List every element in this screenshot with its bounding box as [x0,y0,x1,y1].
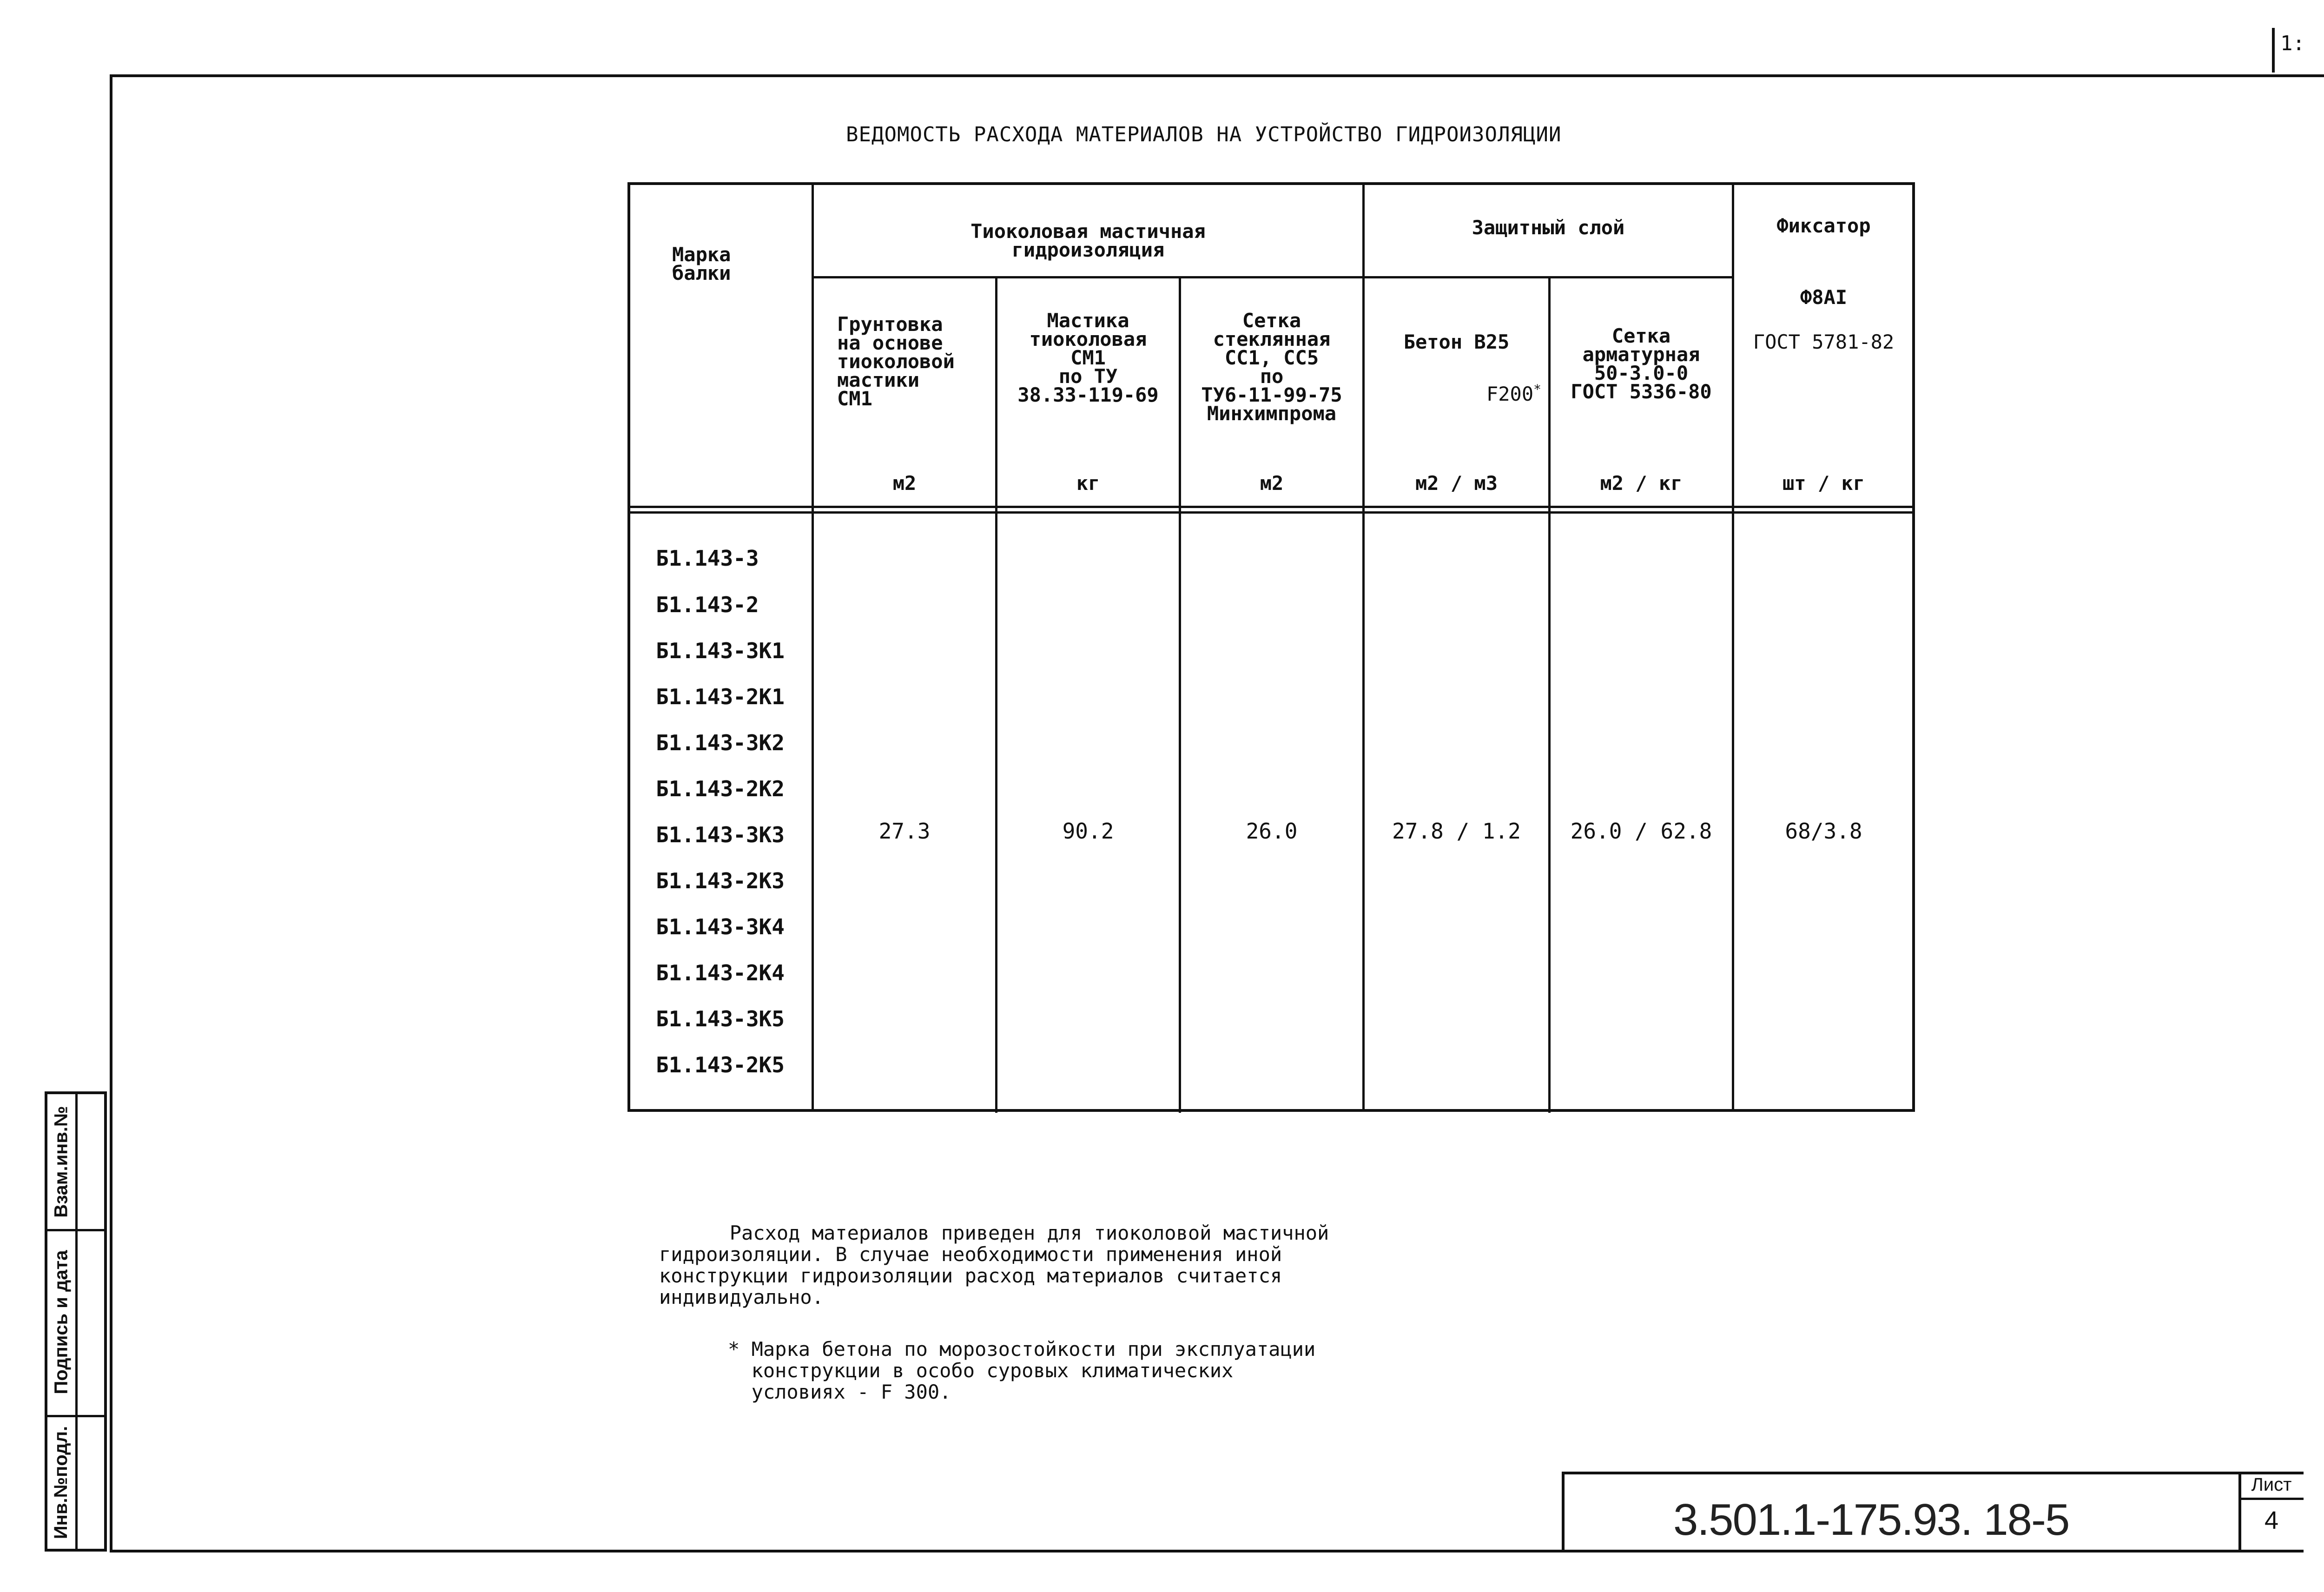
header-glass-mesh: Сетка стеклянная СС1, СС5 по ТУ6-11-99-75 Минхимпрома [1201,309,1342,425]
table-header-line [630,506,1912,508]
beam-mark: Б1.143-2К3 [656,868,785,893]
corner-tick [2272,28,2275,73]
header-fixator-gost: ГОСТ 5781-82 [1753,330,1895,353]
header-concrete: Бетон В25 [1403,330,1510,353]
beam-mark: Б1.143-3К3 [656,822,785,847]
sheet-label: Лист [2251,1474,2292,1495]
note-frost-grade: * Марка бетона по морозостойкости при эксплуатации конструкции в особо суровых климатических условиях - F 300. [728,1338,1316,1403]
unit-glass-mesh: м2 [1260,472,1284,495]
unit-mastic: кг [1076,472,1100,495]
beam-mark: Б1.143-2 [656,592,759,617]
header-primer: Грунтовка на основе тиоколовой мастики СМ1 [837,313,955,410]
beam-mark: Б1.143-3К2 [656,730,785,755]
header-group-fixator: Фиксатор [1776,214,1871,237]
header-group-protect: Защитный слой [1472,216,1625,239]
table-column-line [1732,185,1734,1109]
note-consumption: Расход материалов приведен для тиоколовой мастичной гидроизоляции. В случае необходимости применения иной конструкции гидроизоляции расход материалов считается индивидуально. [659,1222,1329,1308]
header-group-thiokol: Тиоколовая мастичная гидроизоляция [971,220,1206,261]
beam-mark: Б1.143-2К5 [656,1052,785,1077]
materials-table [627,182,1915,1112]
replace-inv-label: Взам.инв.№ [51,1105,72,1218]
beam-mark: Б1.143-3 [656,546,759,571]
table-column-line [1362,185,1365,1109]
beam-mark: Б1.143-2К1 [656,684,785,709]
header-mastic: Мастика тиоколовая СМ1 по ТУ 38.33-119-69 [1017,309,1159,406]
unit-concrete: м2 / м3 [1415,472,1498,495]
value-rebar-mesh: 26.0 / 62.8 [1570,819,1712,844]
table-column-line [1548,276,1551,1113]
value-fixator: 68/3.8 [1785,819,1862,844]
value-concrete: 27.8 / 1.2 [1392,819,1521,844]
header-concrete-grade: F200* [1486,382,1541,405]
value-glass-mesh: 26.0 [1246,819,1298,844]
beam-mark: Б1.143-3К5 [656,1006,785,1031]
beam-mark: Б1.143-2К4 [656,960,785,985]
side-stamp [45,1091,107,1552]
beam-mark: Б1.143-2К2 [656,776,785,801]
beam-mark: Б1.143-3К1 [656,638,785,663]
beam-mark: Б1.143-3К4 [656,914,785,939]
unit-fixator: шт / кг [1782,472,1865,495]
side-stamp-divider [75,1094,78,1549]
inv-no-label: Инв.№подл. [51,1426,72,1539]
corner-number: 1: [2280,32,2305,55]
table-header-line [630,511,1912,514]
value-mastic: 90.2 [1062,819,1114,844]
header-rebar-mesh: Сетка арматурная 50-3.0-0 ГОСТ 5336-80 [1571,324,1712,403]
table-row-line [812,276,1734,278]
document-code: 3.501.1-175.93. 18-5 [1673,1495,2069,1545]
unit-rebar-mesh: м2 / кг [1600,472,1683,495]
sheet-number: 4 [2264,1506,2279,1534]
sign-date-label: Подпись и дата [51,1250,72,1394]
value-primer: 27.3 [878,819,931,844]
header-mark: Марка балки [672,243,731,284]
document-title: ВЕДОМОСТЬ РАСХОДА МАТЕРИАЛОВ НА УСТРОЙСТВО ГИДРОИЗОЛЯЦИИ [846,123,1562,146]
header-fixator-type: Ф8АI [1800,286,1848,309]
unit-primer: м2 [892,472,917,495]
